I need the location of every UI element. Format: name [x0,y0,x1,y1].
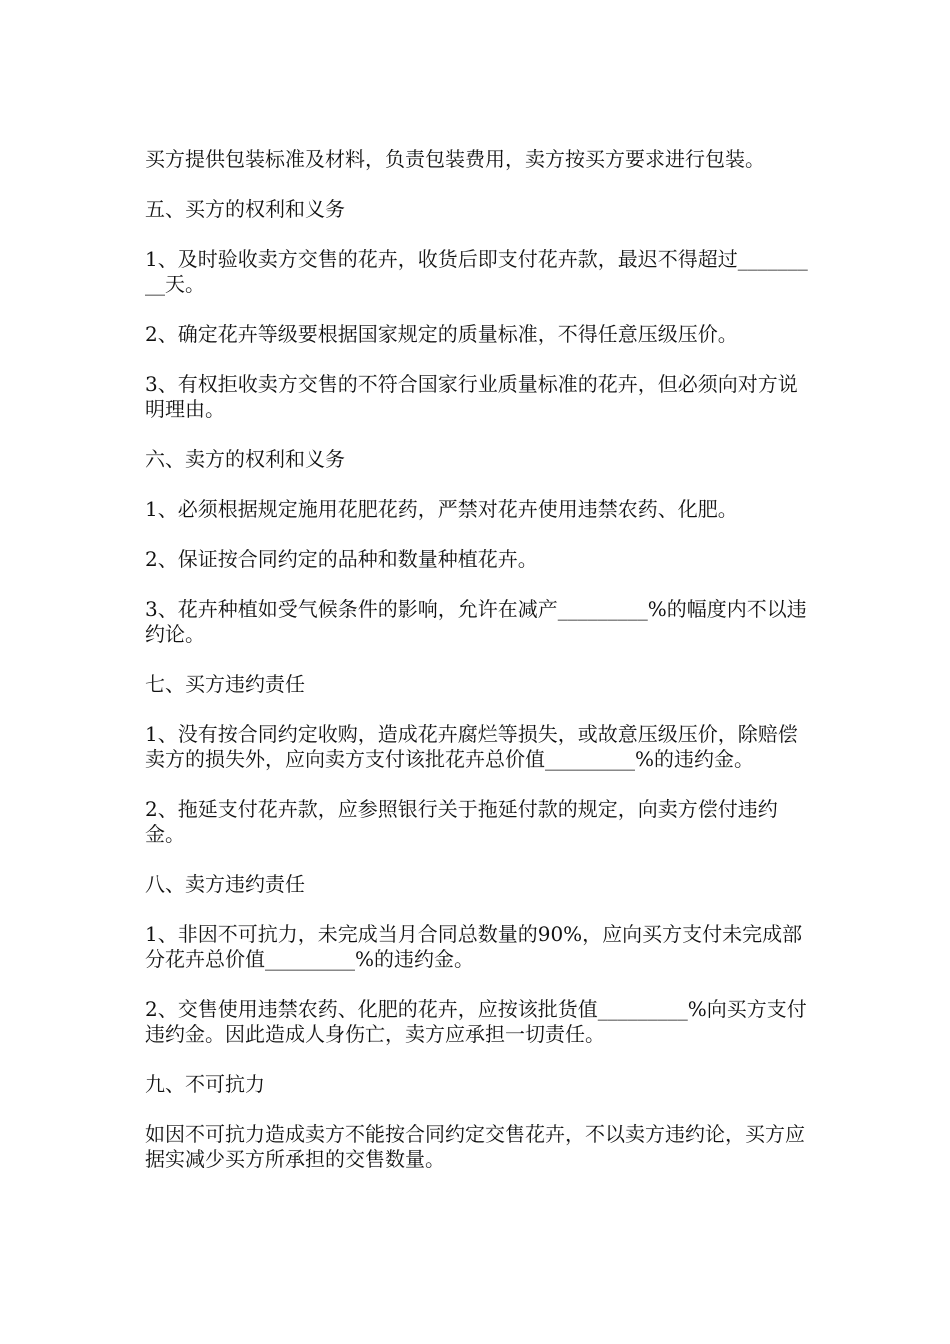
force-majeure-clause: 如因不可抗力造成卖方不能按合同约定交售花卉，不以卖方违约论，买方应据实减少买方所承担的交售数量。 [145,1122,805,1171]
seller-breach-clause-2: 2、交售使用违禁农药、化肥的花卉，应按该批货值_________%向买方支付违约金。因此造成人身伤亡，卖方应承担一切责任。 [145,997,807,1046]
section-heading-force-majeure: 九、不可抗力 [145,1072,265,1096]
buyer-clause-2: 2、确定花卉等级要根据国家规定的质量标准，不得任意压级压价。 [145,322,738,346]
buyer-breach-clause-2: 2、拖延支付花卉款，应参照银行关于拖延付款的规定，向卖方偿付违约金。 [145,797,778,846]
seller-clause-1: 1、必须根据规定施用花肥花药，严禁对花卉使用违禁农药、化肥。 [145,497,738,521]
seller-clause-3: 3、花卉种植如受气候条件的影响，允许在减产_________%的幅度内不以违约论。 [145,597,807,646]
seller-clause-2: 2、保证按合同约定的品种和数量种植花卉。 [145,547,538,571]
section-heading-seller-rights: 六、卖方的权利和义务 [145,447,345,471]
section-heading-seller-breach: 八、卖方违约责任 [145,872,305,896]
section-heading-buyer-breach: 七、买方违约责任 [145,672,305,696]
document-body [145,147,810,1197]
buyer-clause-1: 1、及时验收卖方交售的花卉，收货后即支付花卉款，最迟不得超过_________天。 [145,247,808,296]
buyer-clause-3: 3、有权拒收卖方交售的不符合国家行业质量标准的花卉，但必须向对方说明理由。 [145,372,798,421]
seller-breach-clause-1: 1、非因不可抗力，未完成当月合同总数量的90%，应向买方支付未完成部分花卉总价值_________%的违约金。 [145,922,803,971]
section-heading-buyer-rights: 五、买方的权利和义务 [145,197,345,221]
packaging-clause: 买方提供包装标准及材料，负责包装费用，卖方按买方要求进行包装。 [145,147,765,171]
buyer-breach-clause-1: 1、没有按合同约定收购，造成花卉腐烂等损失，或故意压级压价，除赔偿卖方的损失外，应向卖方支付该批花卉总价值_________%的违约金。 [145,722,798,771]
